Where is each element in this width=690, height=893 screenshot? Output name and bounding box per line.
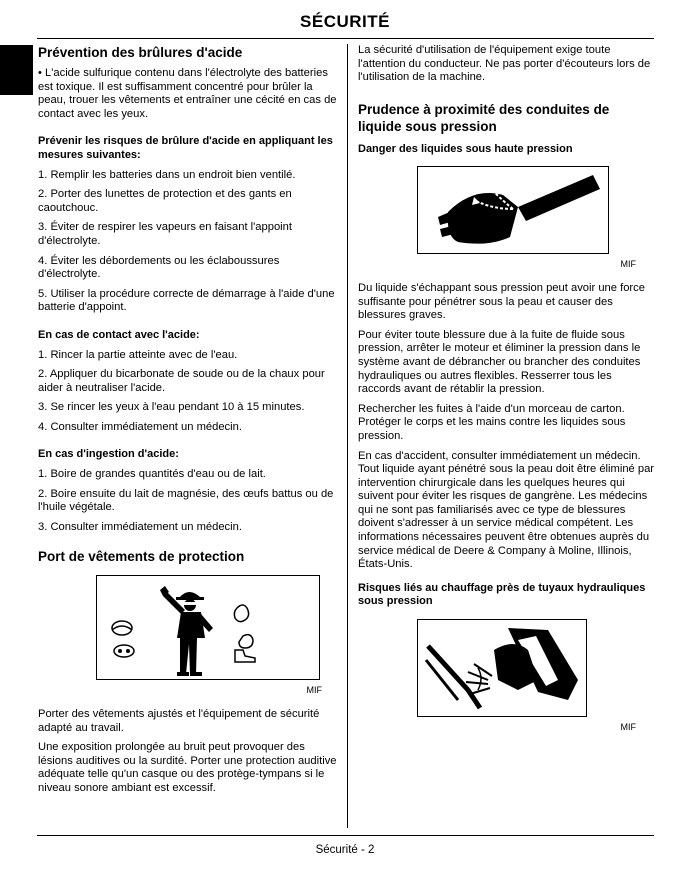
title-rule	[37, 38, 654, 39]
heating-subheading: Risques liés au chauffage près de tuyaux hydrauliques sous pression	[358, 581, 646, 608]
figure-label: MIF	[306, 685, 322, 696]
acid-heading: Prévention des brûlures d'acide	[38, 45, 243, 60]
figure-label: MIF	[620, 722, 636, 733]
ingestion-item: 2. Boire ensuite du lait de magnésie, des œufs battus ou de l'huile végétale.	[38, 487, 334, 514]
right-column	[358, 44, 656, 745]
pressure-heading: Prudence à proximité des conduites de liquide sous pression	[358, 101, 610, 134]
prevent-item: 3. Éviter de respirer les vapeurs en faisant l'appoint d'électrolyte.	[38, 221, 292, 247]
prevent-item: 4. Éviter les débordements ou les éclaboussures d'électrolyte.	[38, 254, 280, 281]
ingestion-item: 1. Boire de grandes quantités d'eau ou de lait.	[38, 468, 266, 481]
prevent-item: 1. Remplir les batteries dans un endroit bien ventilé.	[38, 168, 296, 181]
high-pressure-subheading: Danger des liquides sous haute pression	[358, 142, 573, 155]
contact-item: 2. Appliquer du bicarbonate de soude ou de la chaux pour aider à neutraliser l'acide.	[38, 368, 325, 394]
pressure-paragraph: Pour éviter toute blessure due à la fuite de fluide sous pression, arrêter le moteur et éliminer la pression dans le système avant de débrancher ou brancher des conduites hydrauliques ou autres flexibles. Resserrer tous les raccords avant de rétablir la pression.	[358, 328, 641, 396]
prevent-item: 2. Porter des lunettes de protection et des gants en caoutchouc.	[38, 188, 292, 214]
protective-clothing-figure	[96, 575, 320, 680]
clothing-heading: Port de vêtements de protection	[38, 549, 245, 565]
contact-item: 1. Rincer la partie atteinte avec de l'eau.	[38, 348, 238, 361]
clothing-paragraph: Une exposition prolongée au bruit peut provoquer des lésions auditives ou la surdité. Porter une protection auditive adéquate telle qu'un casque ou des protège-tympans si le niveau sonore ambiant est excessif.	[38, 741, 337, 794]
heating-hydraulic-figure	[417, 619, 587, 717]
ingestion-item: 3. Consulter immédiatement un médecin.	[38, 520, 242, 533]
high-pressure-fluid-figure	[417, 166, 609, 254]
footer-rule	[37, 835, 654, 836]
right-intro: La sécurité d'utilisation de l'équipement exige toute l'attention du conducteur. Ne pas porter d'écouteurs lors de l'utilisation de la machine.	[358, 44, 651, 84]
acid-intro: • L'acide sulfurique contenu dans l'électrolyte des batteries est toxique. Il est suffisamment concentré pour brûler la peau, trouer les vêtements et entraîner une cécité en cas de contact avec les yeux.	[38, 67, 337, 120]
prevent-heading: Prévenir les risques de brûlure d'acide en appliquant les mesures suivantes:	[38, 135, 333, 161]
contact-item: 4. Consulter immédiatement un médecin.	[38, 420, 242, 433]
clothing-paragraph: Porter des vêtements ajustés et l'équipement de sécurité adapté au travail.	[38, 708, 320, 734]
section-tab-marker	[0, 45, 33, 95]
pressure-paragraph: Du liquide s'échappant sous pression peut avoir une force suffisante pour pénétrer sous la peau et causer des blessures graves.	[358, 281, 645, 322]
prevent-item: 5. Utiliser la procédure correcte de démarrage à l'aide d'une batterie d'appoint.	[38, 287, 335, 314]
worker-protective-gear-icon	[97, 576, 319, 679]
page-title: SÉCURITÉ	[300, 12, 390, 31]
pressure-paragraph: Rechercher les fuites à l'aide d'un morceau de carton. Protéger le corps et les mains contre les liquides sous pression.	[358, 402, 626, 442]
contact-item: 3. Se rincer les yeux à l'eau pendant 10 à 15 minutes.	[38, 401, 305, 414]
fluid-jet-hand-icon	[418, 167, 608, 253]
contact-heading: En cas de contact avec l'acide:	[38, 328, 200, 341]
left-column	[38, 44, 338, 802]
figure-label: MIF	[620, 259, 636, 270]
column-divider	[347, 44, 348, 828]
torch-hose-icon	[418, 620, 586, 716]
page-footer: Sécurité - 2	[315, 844, 375, 856]
pressure-paragraph: En cas d'accident, consulter immédiatement un médecin. Tout liquide ayant pénétré sous la peau doit être éliminé par intervention chirurgicale dans les quelques heures qui suivent pour éviter les risques de gangrène. Les médecins qui ne sont pas familiarisés avec ce type de blessures doivent s'adresser à un service médical compétent. Les informations nécessaires peuvent être obtenues auprès du service médical de Deere & Company à Moline, Illinois, États-Unis.	[358, 449, 655, 571]
ingestion-heading: En cas d'ingestion d'acide:	[38, 448, 179, 461]
